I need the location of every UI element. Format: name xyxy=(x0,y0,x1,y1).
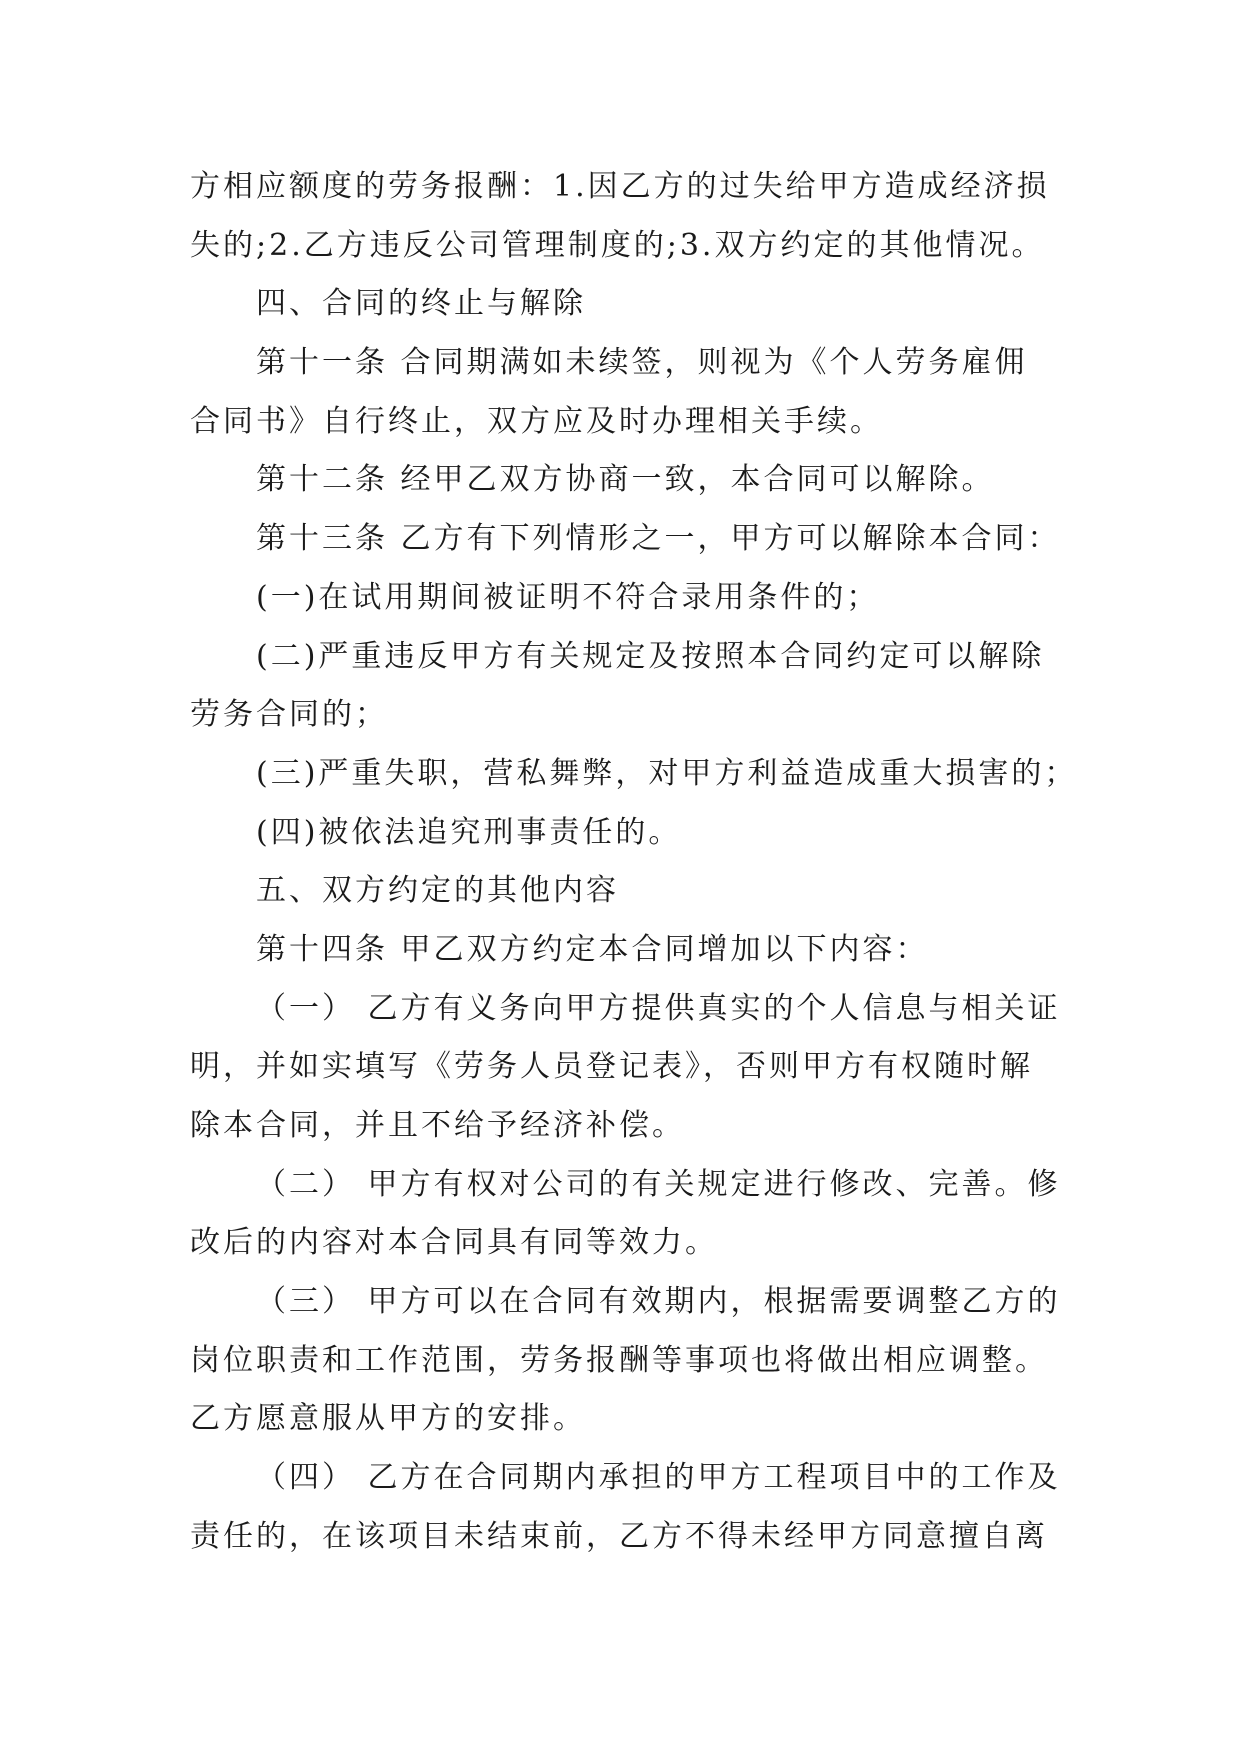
section-heading: 四、合同的终止与解除 xyxy=(256,286,586,322)
clause-item: (四)被依法追究刑事责任的。 xyxy=(256,814,682,850)
article-line: 第十四条 甲乙双方约定本合同增加以下内容： xyxy=(256,931,929,967)
section-heading: 五、双方约定的其他内容 xyxy=(256,873,619,909)
clause-item: （一） 乙方有义务向甲方提供真实的个人信息与相关证 xyxy=(256,990,1061,1026)
clause-item: (三)严重失职，营私舞弊，对甲方利益造成重大损害的； xyxy=(256,755,1078,791)
clause-item: (二)严重违反甲方有关规定及按照本合同约定可以解除 xyxy=(256,638,1045,674)
text-line: 劳务合同的； xyxy=(190,697,388,733)
article-line: 第十一条 合同期满如未续签，则视为《个人劳务雇佣 xyxy=(256,345,1028,381)
clause-item: （三） 甲方可以在合同有效期内，根据需要调整乙方的 xyxy=(256,1284,1061,1320)
text-line: 责任的，在该项目未结束前，乙方不得未经甲方同意擅自离 xyxy=(190,1518,1048,1554)
text-line: 除本合同，并且不给予经济补偿。 xyxy=(190,1108,685,1143)
document-body xyxy=(190,158,1078,1567)
text-line: 乙方愿意服从甲方的安排。 xyxy=(190,1401,586,1437)
clause-item: （四） 乙方在合同期内承担的甲方工程项目中的工作及 xyxy=(256,1460,1061,1496)
text-line: 明，并如实填写《劳务人员登记表》，否则甲方有权随时解 xyxy=(190,1049,1033,1085)
text-line: 改后的内容对本合同具有同等效力。 xyxy=(190,1225,718,1261)
article-line: 第十三条 乙方有下列情形之一，甲方可以解除本合同： xyxy=(256,521,1061,557)
text-line: 方相应额度的劳务报酬：1.因乙方的过失给甲方造成经济损 xyxy=(190,169,1050,204)
text-line: 失的;2.乙方违反公司管理制度的;3.双方约定的其他情况。 xyxy=(190,227,1045,263)
clause-item: （二） 甲方有权对公司的有关规定进行修改、完善。修 xyxy=(256,1166,1061,1202)
clause-item: (一)在试用期间被证明不符合录用条件的； xyxy=(256,579,880,615)
article-line: 第十二条 经甲乙双方协商一致，本合同可以解除。 xyxy=(256,462,995,498)
text-line: 岗位职责和工作范围，劳务报酬等事项也将做出相应调整。 xyxy=(190,1342,1048,1378)
text-line: 合同书》自行终止，双方应及时办理相关手续。 xyxy=(190,403,883,439)
